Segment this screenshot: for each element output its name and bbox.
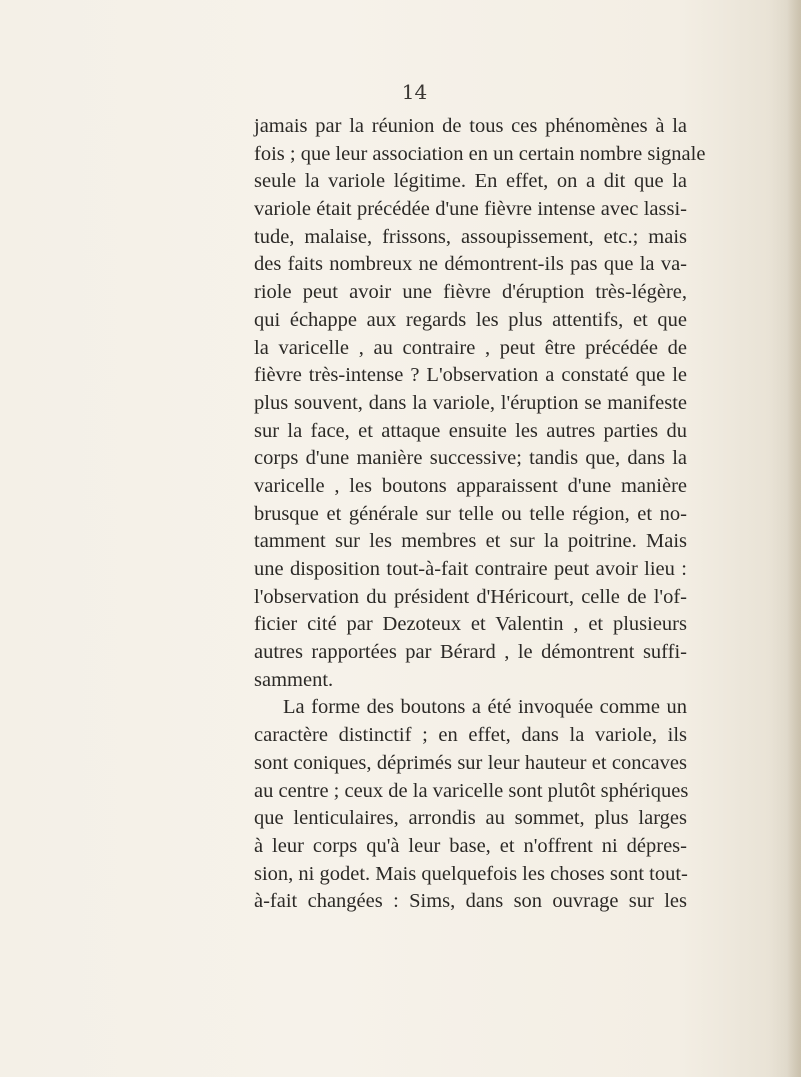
text-line: l'observation du président d'Héricourt, celle de l'of-	[254, 585, 687, 608]
text-line: seule la variole légitime. En effet, on a dit que la	[254, 170, 687, 193]
text-line-paragraph-start: La forme des boutons a été invoquée comme un	[283, 696, 687, 719]
text-line: caractère distinctif ; en effet, dans la variole, ils	[254, 724, 687, 747]
text-line: plus souvent, dans la variole, l'éruption se manifeste	[254, 391, 687, 414]
text-line: varicelle , les boutons apparaissent d'une manière	[254, 474, 687, 497]
text-line: des faits nombreux ne démontrent-ils pas que la va-	[254, 253, 687, 276]
text-line: brusque et générale sur telle ou telle région, et no-	[254, 502, 687, 525]
text-line: variole était précédée d'une fièvre intense avec lassi-	[254, 198, 687, 221]
text-line: au centre ; ceux de la varicelle sont plutôt sphériques	[254, 779, 689, 802]
text-line: fois ; que leur association en un certain nombre signale	[254, 142, 706, 165]
text-line: que lenticulaires, arrondis au sommet, plus larges	[254, 807, 687, 830]
text-line: à-fait changées : Sims, dans son ouvrage sur les	[254, 890, 687, 913]
text-line: la varicelle , au contraire , peut être précédée de	[254, 336, 687, 359]
page-number: 14	[401, 80, 428, 104]
text-line: à leur corps qu'à leur base, et n'offrent ni dépres-	[254, 834, 687, 857]
text-line: jamais par la réunion de tous ces phénomènes à la	[254, 115, 687, 137]
text-line: ficier cité par Dezoteux et Valentin , et plusieurs	[254, 613, 687, 636]
text-line: autres rapportées par Bérard , le démontrent suffi-	[254, 641, 687, 664]
text-line: corps d'une manière successive; tandis que, dans la	[254, 447, 687, 470]
body-text	[254, 113, 706, 916]
text-line: sur la face, et attaque ensuite les autres parties du	[254, 419, 687, 442]
text-line: une disposition tout-à-fait contraire peut avoir lieu :	[254, 558, 687, 580]
page-edge-shadow	[787, 0, 801, 1077]
text-line: qui échappe aux regards les plus attentifs, et que	[254, 308, 687, 331]
text-line-paragraph-end: samment.	[254, 668, 334, 691]
text-line: tude, malaise, frissons, assoupissement, etc.; mais	[254, 225, 687, 248]
text-line: sion, ni godet. Mais quelquefois les choses sont tout-	[254, 862, 688, 885]
text-line: fièvre très-intense ? L'observation a constaté que le	[254, 364, 687, 387]
text-line: riole peut avoir une fièvre d'éruption très-légère,	[254, 281, 687, 304]
text-line: tamment sur les membres et sur la poitrine. Mais	[254, 530, 687, 553]
text-line: sont coniques, déprimés sur leur hauteur et concaves	[254, 751, 687, 774]
